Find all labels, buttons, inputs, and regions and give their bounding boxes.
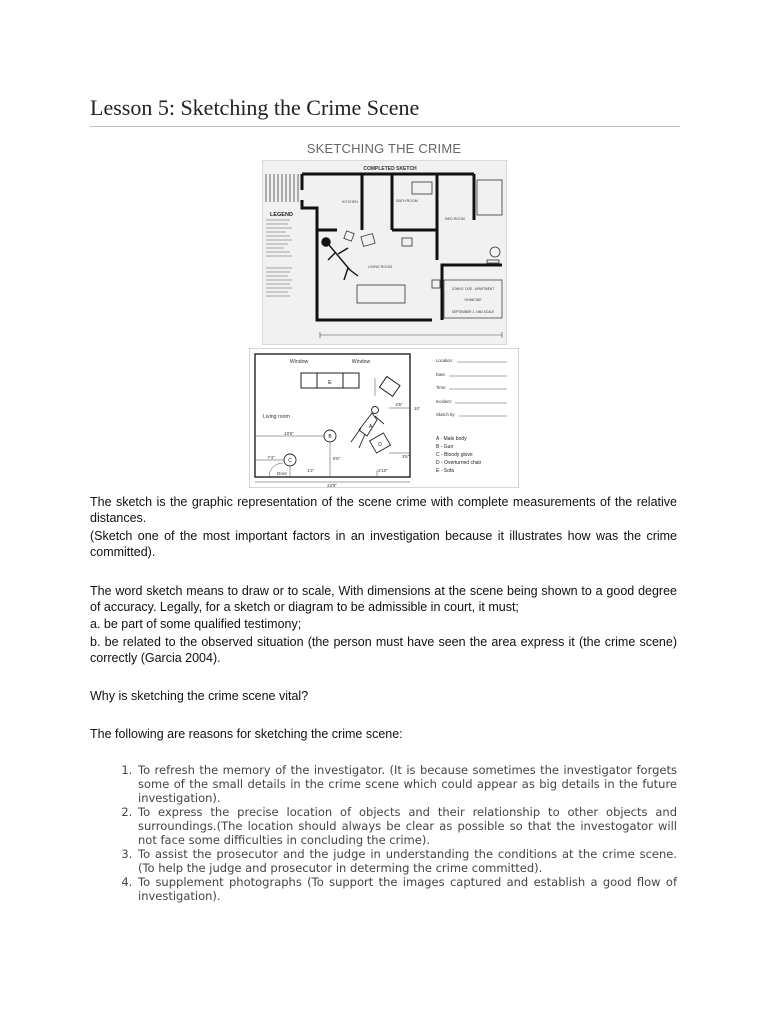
window-label-1: Window (289, 359, 309, 365)
paragraph-definition: The sketch is the graphic representation of the scene crime with complete measurements of the relative distances. (90, 495, 677, 525)
requirement-b: b. be related to the observed situation (the person must have seen the area express it (the crime scene) correctly (Garcia 2004). (90, 635, 677, 665)
key-a: A - Male body (436, 436, 467, 442)
list-item: 3. To assist the prosecutor and the judge in understanding the conditions at the crime scene. (To help the judge and prosecutor in determing the crime committed). (136, 847, 677, 875)
field-location: Location: (436, 358, 453, 363)
reasons-list (90, 763, 677, 903)
page-title: Lesson 5: Sketching the Crime Scene (90, 95, 420, 120)
list-item: 1. To refresh the memory of the investigator. (It is because sometimes the investigator forgets some of the small details in the crime scene which could appear as big details in the future investigation). (136, 763, 677, 805)
completed-sketch-floorplan (262, 160, 507, 345)
measure-10ft6: 10'6" (284, 431, 294, 436)
room-label-kitchen: KITCHEN (342, 200, 358, 204)
marker-b: B (328, 434, 332, 440)
measure-4ft6: 4'6" (395, 402, 403, 407)
field-date: Date: (436, 372, 447, 377)
question-heading: Why is sketching the crime scene vital? (90, 689, 309, 703)
list-item: 2. To express the precise location of objects and their relationship to other objects and surroundings.(The location should always be clear as possible so that the investogator will not face some difficulties in concluding the crime). (136, 805, 677, 847)
title-block-line-2: HOMICIDE (464, 298, 482, 302)
measure-10ft: 10' (414, 406, 420, 411)
field-sketch-by: Sketch by: (436, 412, 456, 417)
measure-5ft6: 5'6" (333, 456, 341, 461)
sofa-marker: E (328, 380, 332, 386)
measure-7ft4: 7'4" (267, 455, 275, 460)
figure-caption: SKETCHING THE CRIME (306, 141, 462, 156)
key-b: B - Gun (436, 444, 454, 450)
room-label-bedroom: BED ROOM (445, 217, 465, 221)
list-item: 4. To supplement photographs (To support the images captured and establish a good flow of investigation). (136, 875, 677, 903)
legend-title: LEGEND (270, 212, 293, 218)
measure-2ft10: 2'10" (378, 468, 388, 473)
measure-3ft6: 3'6" (402, 454, 410, 459)
sketch1-heading: COMPLETED SKETCH (363, 166, 417, 172)
field-time: Time: (436, 385, 447, 390)
marker-a: A (369, 424, 373, 430)
title-block-line-3: SEPTEMBER 1, 1964 SCALE (451, 310, 495, 314)
requirement-a: a. be part of some qualified testimony; (90, 617, 302, 631)
paragraph-sketch-meaning: The word sketch means to draw or to scale, With dimensions at the scene being shown to a good degree of accuracy. Legally, for a sketch or diagram to be admissible in court, it must; (90, 584, 677, 614)
key-e: E - Sofa (436, 468, 455, 474)
room-label-bathroom: BATH ROOM (396, 199, 418, 203)
living-room-label: Living room (263, 414, 290, 420)
reasons-intro: The following are reasons for sketching the crime scene: (90, 727, 403, 741)
paragraph-importance: (Sketch one of the most important factors in an investigation because it illustrates how was the crime committed). (90, 529, 677, 559)
marker-c: C (288, 458, 292, 464)
measure-22ft5: 22'5" (327, 483, 337, 488)
measure-1ft2: 1'2" (307, 468, 315, 473)
door-label: Door (277, 471, 287, 476)
title-divider (90, 126, 680, 127)
marker-d: D (378, 442, 382, 448)
living-room-measured-sketch (249, 348, 519, 488)
key-c: C - Bloody glove (436, 452, 473, 458)
title-block-line-1: JOHN E. DOE - APARTMENT (451, 287, 495, 291)
room-label-living-room: LIVING ROOM (368, 265, 392, 269)
field-incident: Incident: (436, 399, 452, 404)
window-label-2: Window (351, 359, 371, 365)
key-d: D - Overturned chair (436, 460, 482, 466)
